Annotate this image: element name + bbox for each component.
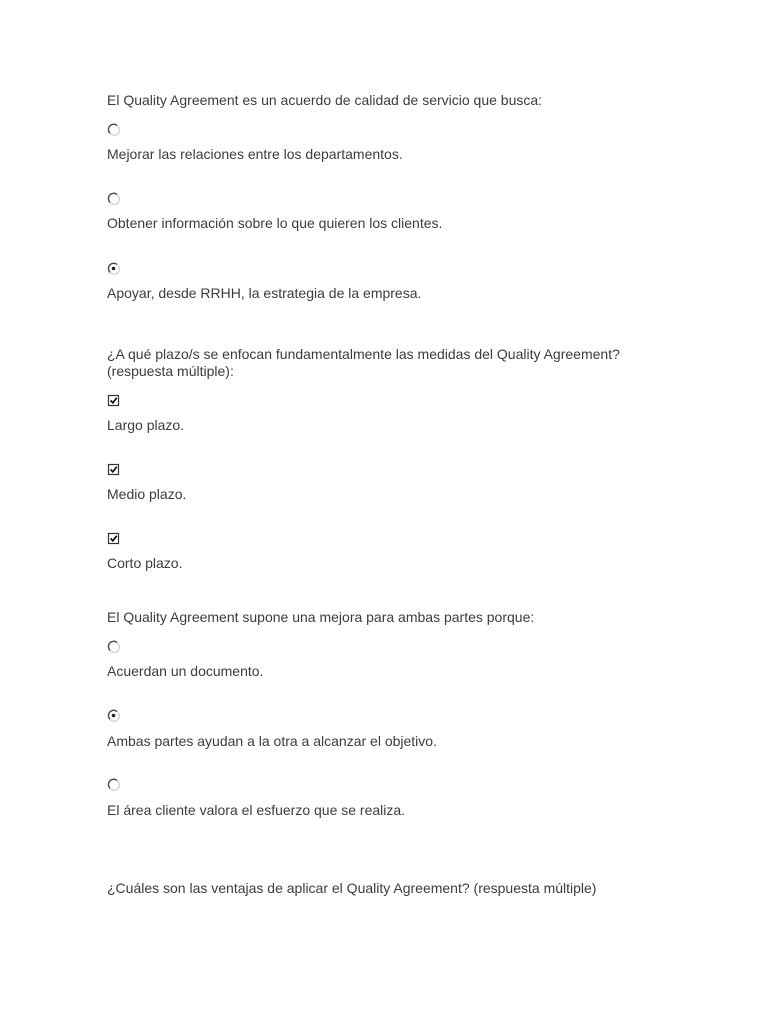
radio-unselected-icon [107, 192, 121, 206]
question-1-prompt: El Quality Agreement es un acuerdo de calidad de servicio que busca: [107, 92, 543, 108]
radio-unselected-icon [107, 640, 121, 654]
radio-unselected-icon [107, 123, 121, 137]
question-2-prompt-line-2: (respuesta múltiple): [107, 363, 234, 379]
question-3-prompt: El Quality Agreement supone una mejora para ambas partes porque: [107, 609, 535, 625]
q1-option-2-radio[interactable] [107, 192, 121, 206]
q1-option-3-radio[interactable] [107, 262, 121, 276]
q1-option-1-radio[interactable] [107, 123, 121, 137]
radio-unselected-icon [107, 778, 121, 792]
q3-option-1-label: Acuerdan un documento. [107, 663, 264, 679]
q3-option-2-radio[interactable] [107, 709, 121, 723]
radio-selected-icon [107, 262, 121, 276]
q3-option-1-radio[interactable] [107, 640, 121, 654]
q2-option-2-label: Medio plazo. [107, 486, 187, 502]
q3-option-3-label: El área cliente valora el esfuerzo que se realiza. [107, 802, 406, 818]
q2-option-2-checkbox[interactable] [107, 463, 121, 477]
q2-option-3-checkbox[interactable] [107, 532, 121, 546]
checkbox-checked-icon [107, 394, 121, 408]
q3-option-3-radio[interactable] [107, 778, 121, 792]
q3-option-2-label: Ambas partes ayudan a la otra a alcanzar el objetivo. [107, 733, 437, 749]
q1-option-3-label: Apoyar, desde RRHH, la estrategia de la empresa. [107, 285, 422, 301]
checkbox-checked-icon [107, 532, 121, 546]
q2-option-1-checkbox[interactable] [107, 394, 121, 408]
q1-option-1-label: Mejorar las relaciones entre los departamentos. [107, 146, 403, 162]
checkbox-checked-icon [107, 463, 121, 477]
question-4-prompt: ¿Cuáles son las ventajas de aplicar el Quality Agreement? (respuesta múltiple) [107, 880, 597, 896]
q1-option-2-label: Obtener información sobre lo que quieren los clientes. [107, 215, 443, 231]
q2-option-1-label: Largo plazo. [107, 417, 185, 433]
radio-selected-icon [107, 709, 121, 723]
q2-option-3-label: Corto plazo. [107, 555, 183, 571]
question-2-prompt-line-1: ¿A qué plazo/s se enfocan fundamentalmente las medidas del Quality Agreement? [107, 346, 620, 362]
